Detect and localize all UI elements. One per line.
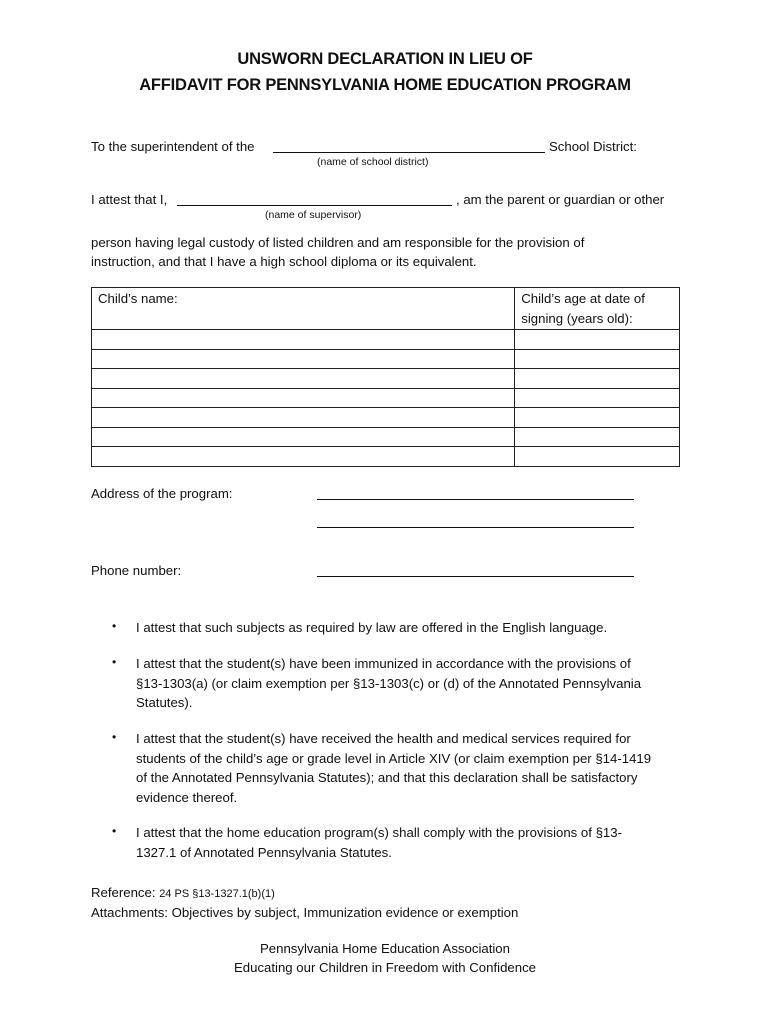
child-age-cell[interactable] (515, 330, 680, 350)
child-age-cell[interactable] (515, 369, 680, 389)
child-name-cell[interactable] (92, 330, 515, 350)
table-row (92, 349, 680, 369)
bullet-3-icon: • (112, 730, 117, 744)
bullet-1-text: I attest that such subjects as required by law are offered in the English language. (136, 620, 608, 635)
reference-line (91, 883, 275, 904)
child-name-cell[interactable] (92, 427, 515, 447)
table-row (92, 447, 680, 467)
child-name-cell[interactable] (92, 408, 515, 428)
phone-label: Phone number: (91, 563, 182, 578)
attachments-line: Attachments: Objectives by subject, Immunization evidence or exemption (91, 905, 519, 920)
child-name-header-label: Child’s name: (98, 291, 178, 306)
superintendent-prefix: To the superintendent of the (91, 139, 255, 154)
child-name-cell[interactable] (92, 447, 515, 467)
child-age-cell[interactable] (515, 408, 680, 428)
bullet-2-text: I attest that the student(s) have been immunized in accordance with the provisions of §13-1303(a) (or claim exemption per §13-1303(c) or (d) of the Annotated Pennsylvania Statutes). (136, 656, 642, 710)
child-name-cell[interactable] (92, 388, 515, 408)
address-field-line-1[interactable] (317, 499, 634, 500)
child-name-header (92, 288, 515, 330)
bullet-4-text: I attest that the home education program(s) shall comply with the provisions of §13- 1327.1 of Annotated Pennsylvania Statutes. (136, 825, 622, 860)
attest-line-2: person having legal custody of listed children and am responsible for the provision of (91, 235, 585, 250)
footer-organization: Pennsylvania Home Education Association (260, 941, 510, 956)
supervisor-name-field[interactable] (177, 205, 452, 206)
title-line-2: AFFIDAVIT FOR PENNSYLVANIA HOME EDUCATION PROGRAM (139, 76, 631, 94)
address-field-line-2[interactable] (317, 527, 634, 528)
child-age-header (515, 288, 680, 330)
table-row (92, 330, 680, 350)
school-district-field[interactable] (273, 152, 545, 153)
table-row (92, 369, 680, 389)
child-name-cell[interactable] (92, 369, 515, 389)
supervisor-caption: (name of supervisor) (265, 209, 362, 221)
phone-field[interactable] (317, 576, 634, 577)
child-age-header-line-1: Child’s age at date of (521, 291, 645, 306)
address-label: Address of the program: (91, 486, 233, 501)
superintendent-suffix: School District: (549, 139, 637, 154)
child-age-cell[interactable] (515, 427, 680, 447)
child-age-header-line-2: signing (years old): (521, 310, 633, 326)
child-age-cell[interactable] (515, 349, 680, 369)
attest-line-3: instruction, and that I have a high school diploma or its equivalent. (91, 254, 477, 269)
reference-label: Reference: (91, 885, 156, 900)
bullet-2-icon: • (112, 655, 117, 669)
table-row (92, 408, 680, 428)
school-district-caption: (name of school district) (317, 156, 429, 168)
attest-suffix: , am the parent or guardian or other (456, 192, 665, 207)
title-line-1: UNSWORN DECLARATION IN LIEU OF (237, 50, 533, 68)
table-row (92, 388, 680, 408)
child-age-cell[interactable] (515, 447, 680, 467)
attest-prefix: I attest that I, (91, 192, 168, 207)
bullet-1-icon: • (112, 619, 117, 633)
reference-value: 24 PS §13-1327.1(b)(1) (159, 888, 275, 900)
children-table (91, 287, 680, 467)
footer-tagline: Educating our Children in Freedom with Confidence (233, 960, 536, 975)
bullet-3-text: I attest that the student(s) have received the health and medical services required for students of the child’s age or grade level in Article XIV (or claim exemption per §14-1419 of the Annotated Pennsylvania Statutes); and that this declaration shall be satisfactory evidence thereof. (136, 731, 652, 805)
child-age-cell[interactable] (515, 388, 680, 408)
bullet-4-icon: • (112, 824, 117, 838)
table-row (92, 427, 680, 447)
child-name-cell[interactable] (92, 349, 515, 369)
table-header-row (92, 288, 680, 330)
